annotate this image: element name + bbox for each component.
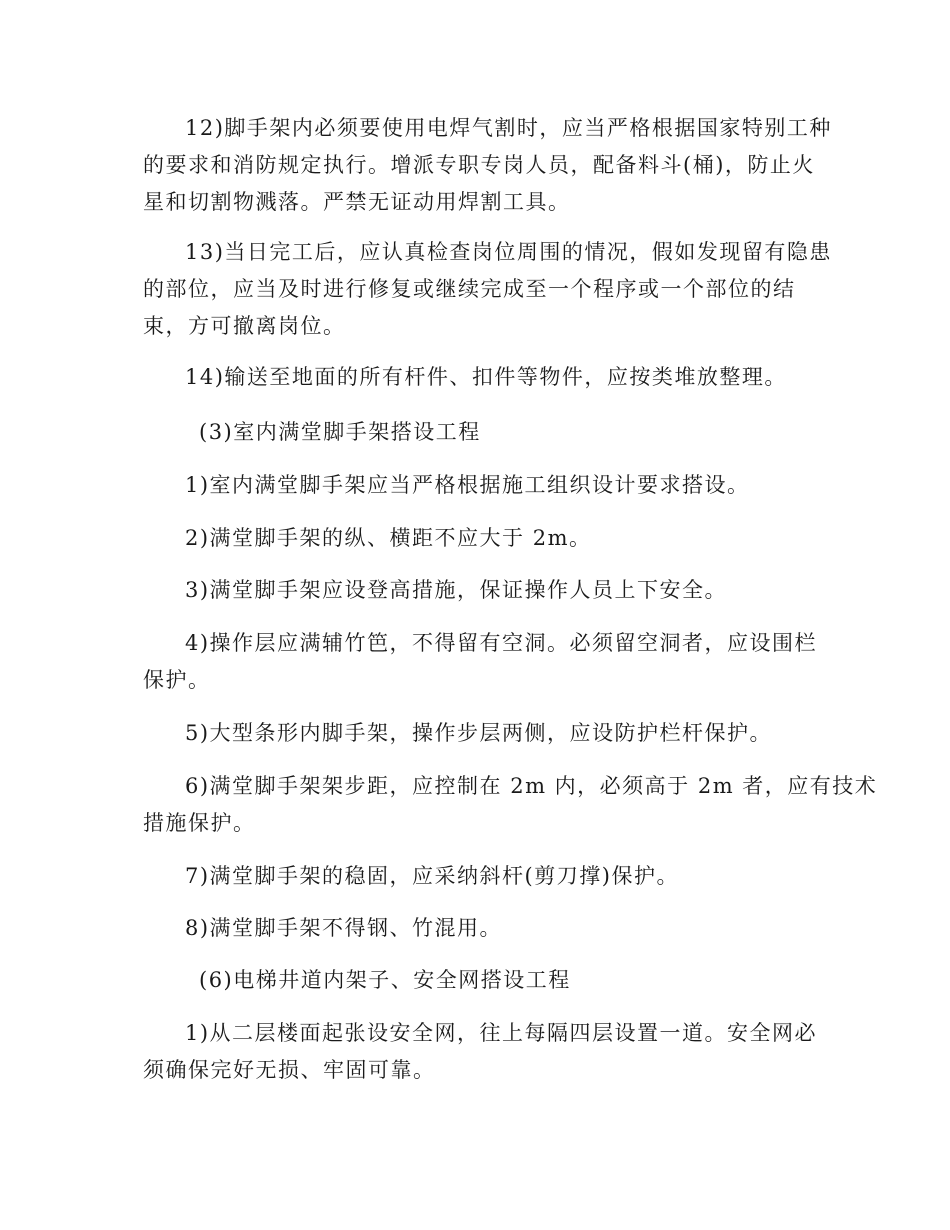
text-line: 2)满堂脚手架的纵、横距不应大于 2m。 bbox=[185, 526, 592, 550]
text-line: 12)脚手架内必须要使用电焊气割时，应当严格根据国家特别工种 bbox=[185, 116, 832, 140]
paragraph-item-7 bbox=[143, 858, 815, 895]
paragraph-item-1-elevator bbox=[143, 1015, 818, 1089]
section-heading-text: (6)电梯井道内架子、安全网搭设工程 bbox=[199, 968, 571, 992]
section-heading-6 bbox=[143, 962, 815, 999]
paragraph-item-1 bbox=[143, 467, 815, 504]
paragraph-item-2 bbox=[143, 520, 815, 557]
paragraph-item-5 bbox=[143, 715, 815, 752]
text-line: 的部位，应当及时进行修复或继续完成至一个程序或一个部位的结 bbox=[143, 277, 796, 301]
paragraph-item-3 bbox=[143, 572, 815, 609]
text-line: 1)从二层楼面起张设安全网，往上每隔四层设置一道。安全网必 bbox=[185, 1021, 818, 1045]
text-line: 束，方可撤离岗位。 bbox=[143, 314, 346, 338]
text-line: 措施保护。 bbox=[143, 811, 256, 835]
text-line: 的要求和消防规定执行。增派专职专岗人员，配备料斗(桶)，防止火 bbox=[143, 153, 815, 177]
text-line: 5)大型条形内脚手架，操作步层两侧，应设防护栏杆保护。 bbox=[185, 721, 773, 745]
text-line: 14)输送至地面的所有杆件、扣件等物件，应按类堆放整理。 bbox=[185, 365, 787, 389]
text-line: 8)满堂脚手架不得钢、竹混用。 bbox=[185, 916, 503, 940]
paragraph-item-8 bbox=[143, 910, 815, 947]
section-heading-3 bbox=[143, 414, 815, 451]
text-line: 13)当日完工后，应认真检查岗位周围的情况，假如发现留有隐患 bbox=[185, 240, 832, 264]
paragraph-item-14 bbox=[143, 359, 815, 396]
text-line: 4)操作层应满辅竹笆，不得留有空洞。必须留空洞者，应设围栏 bbox=[185, 631, 818, 655]
paragraph-item-4 bbox=[143, 625, 818, 699]
text-line: 保护。 bbox=[143, 668, 211, 692]
text-line: 6)满堂脚手架架步距，应控制在 2m 内，必须高于 2m 者，应有技术 bbox=[185, 774, 878, 798]
text-line: 1)室内满堂脚手架应当严格根据施工组织设计要求搭设。 bbox=[185, 473, 750, 497]
paragraph-item-13 bbox=[143, 234, 832, 345]
text-line: 3)满堂脚手架应设登高措施，保证操作人员上下安全。 bbox=[185, 578, 728, 602]
section-heading-text: (3)室内满堂脚手架搭设工程 bbox=[199, 420, 481, 444]
text-line: 7)满堂脚手架的稳固，应采纳斜杆(剪刀撑)保护。 bbox=[185, 864, 679, 888]
paragraph-item-12 bbox=[143, 110, 832, 221]
paragraph-item-6 bbox=[143, 768, 878, 842]
text-line: 星和切割物溅落。严禁无证动用焊割工具。 bbox=[143, 190, 571, 214]
text-line: 须确保完好无损、牢固可靠。 bbox=[143, 1058, 436, 1082]
